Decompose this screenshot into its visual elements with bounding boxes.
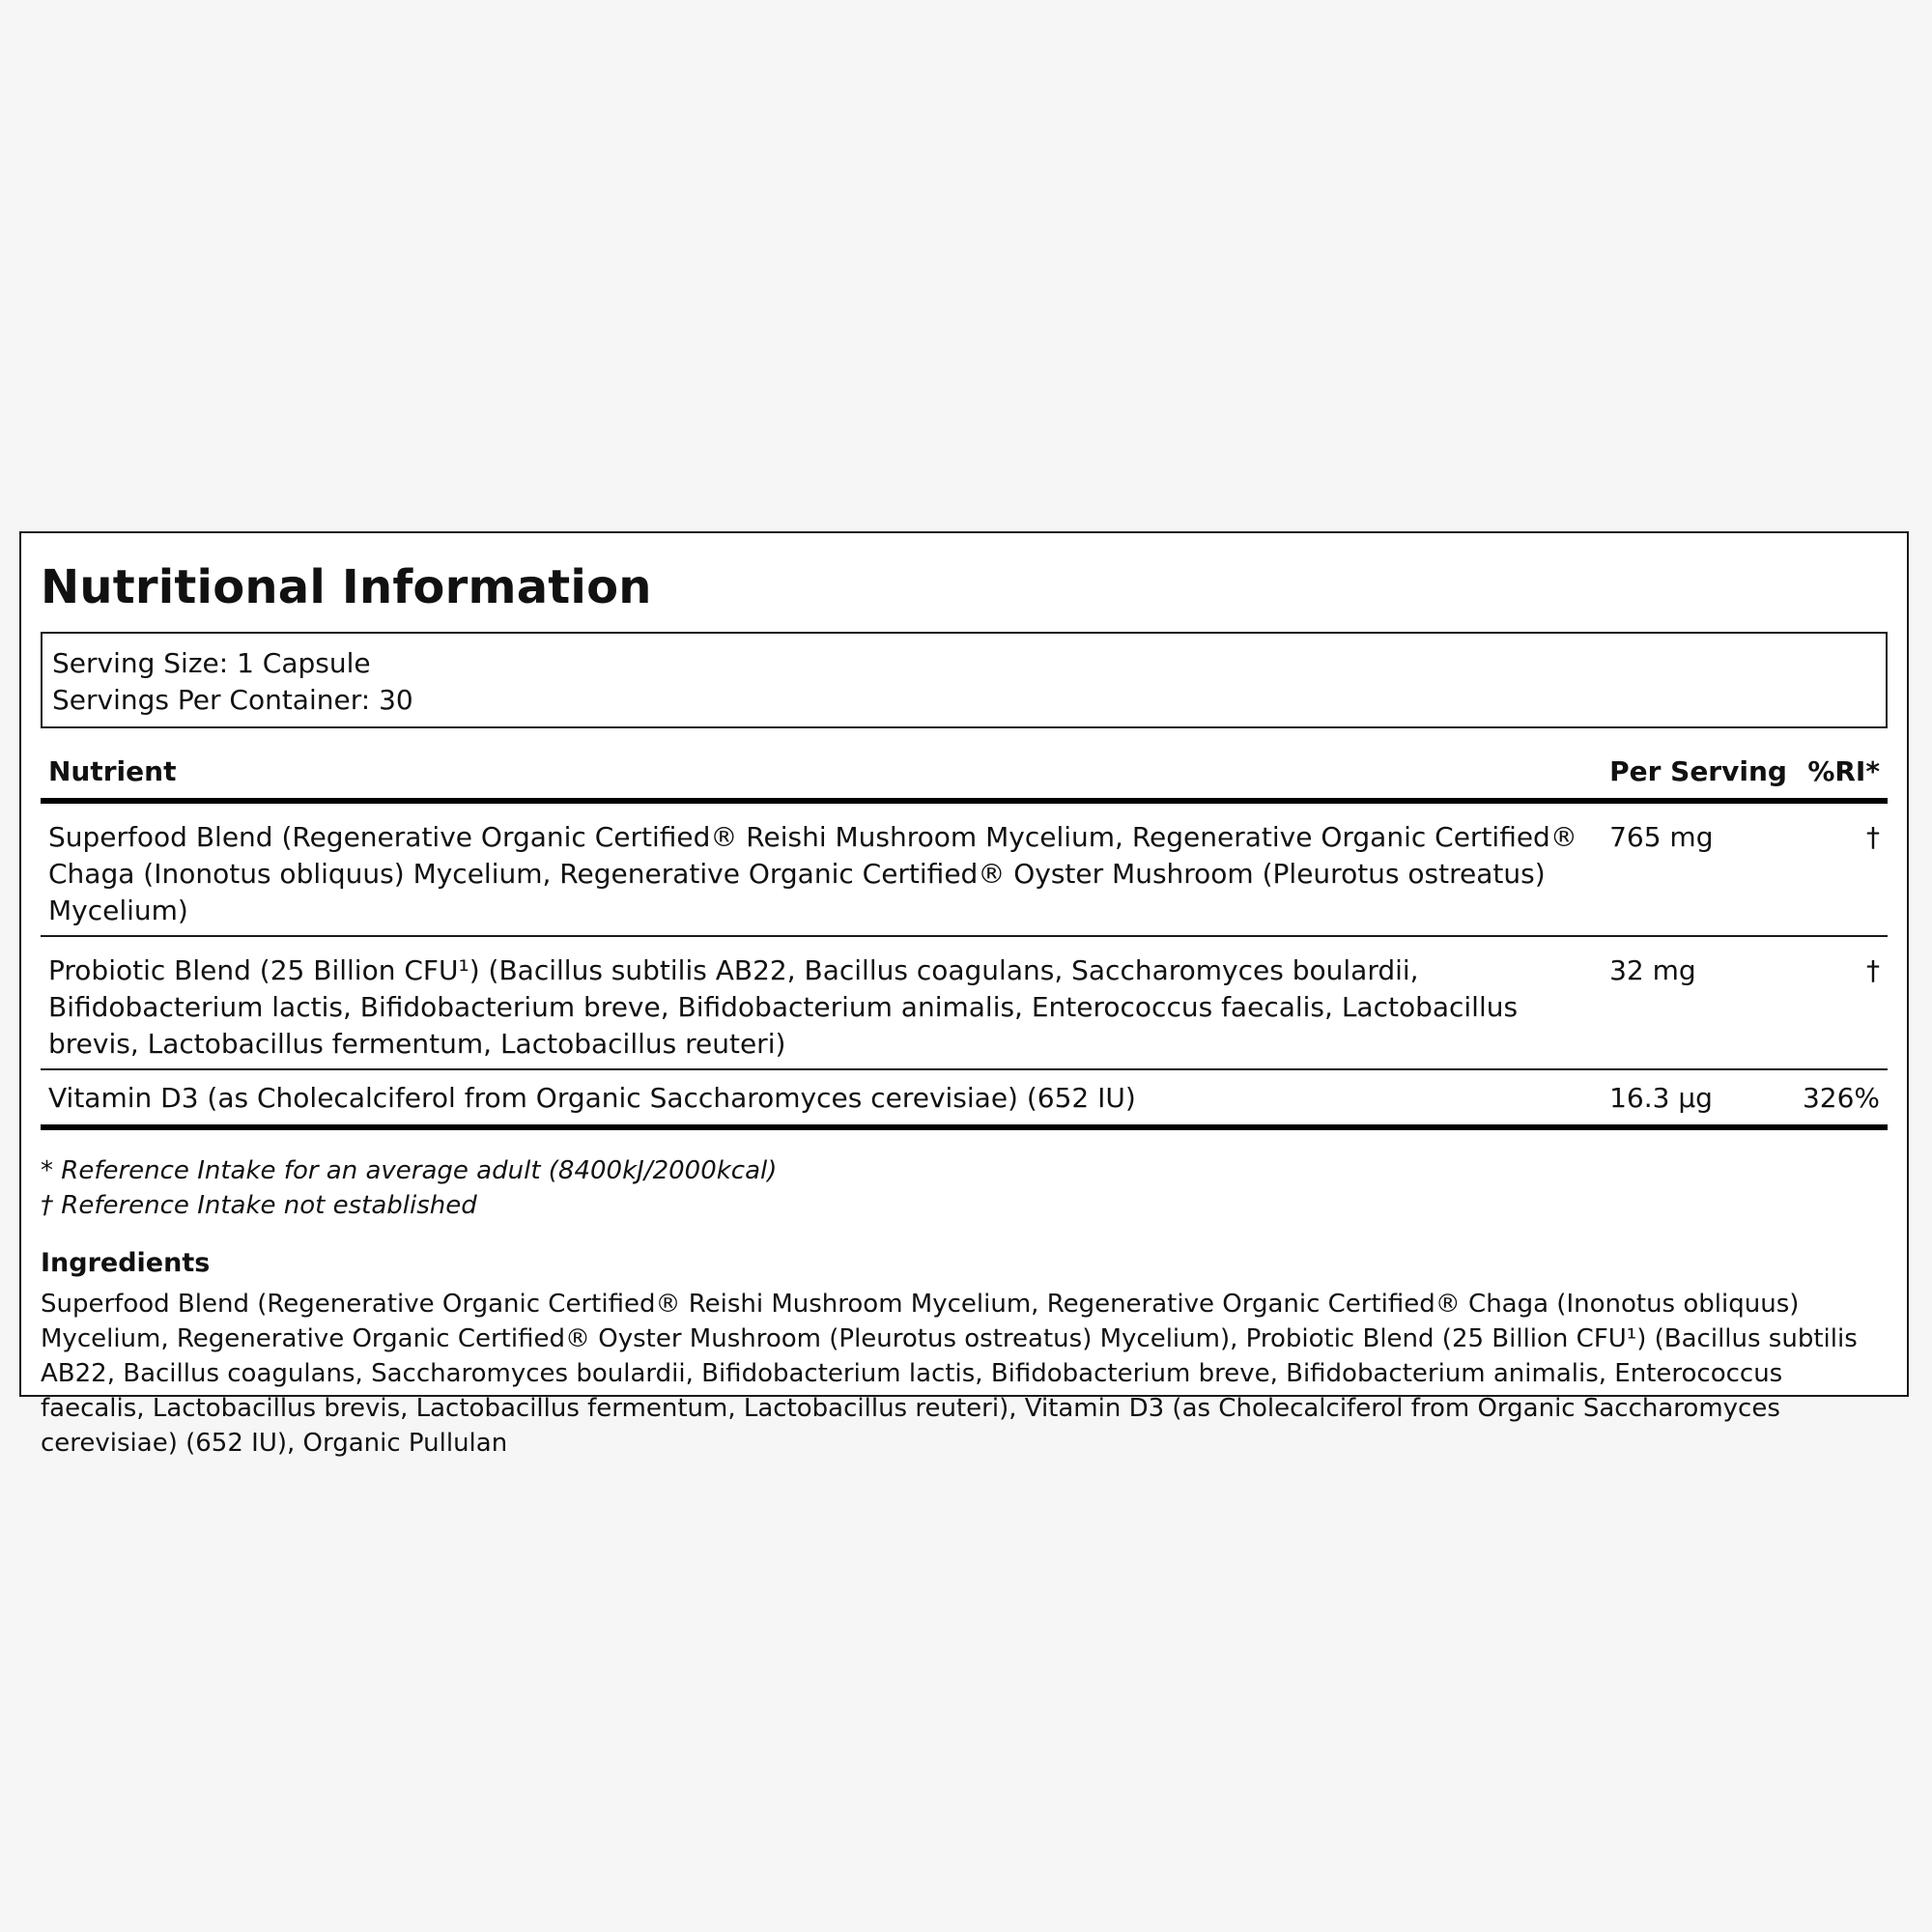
nutrient-amount: 765 mg xyxy=(1602,801,1795,936)
footnote-dagger: † Reference Intake not established xyxy=(41,1191,477,1220)
nutrition-panel xyxy=(19,531,1909,1458)
table-row xyxy=(41,801,1888,936)
servings-per-container: Servings Per Container: 30 xyxy=(52,684,413,716)
nutrient-ri: † xyxy=(1795,801,1888,936)
nutrient-amount: 16.3 µg xyxy=(1602,1069,1795,1127)
page-title: Nutritional Information xyxy=(41,560,652,614)
header-per-serving: Per Serving xyxy=(1602,750,1795,801)
nutrient-ri: 326% xyxy=(1795,1069,1888,1127)
nutrient-amount: 32 mg xyxy=(1602,936,1795,1069)
table-header-row xyxy=(41,750,1888,801)
table-row xyxy=(41,936,1888,1069)
ingredients-heading: Ingredients xyxy=(41,1248,211,1278)
nutrition-table xyxy=(41,750,1888,1130)
footnote-ri: * Reference Intake for an average adult (8400kJ/2000kcal) xyxy=(41,1156,778,1185)
footnotes xyxy=(41,1153,1888,1223)
serving-size: Serving Size: 1 Capsule xyxy=(52,647,371,679)
nutrient-ri: † xyxy=(1795,936,1888,1069)
ingredients-text: Superfood Blend (Regenerative Organic Certified® Reishi Mushroom Mycelium, Regenerative Organic Certified® Chaga (Inonotus obliquus) Mycelium, Regenerative Organic Certified® Oyster Mushroom (Pleurotus ostreatus) Mycelium), Probiotic Blend (25 Billion CFU¹) (Bacillus subtilis AB22, Bacillus coagulans, Saccharomyces boulardii, Bifidobacterium lactis, Bifidobacterium breve, Bifidobacterium animalis, Enterococcus faecalis, Lactobacillus brevis, Lactobacillus fermentum, Lactobacillus reuteri), Vitamin D3 (as Cholecalciferol from Organic Saccharomyces cerevisiae) (652 IU), Organic Pullulan xyxy=(41,1290,1858,1458)
header-nutrient: Nutrient xyxy=(41,750,1602,801)
serving-info-box xyxy=(41,632,1888,728)
nutrient-name: Superfood Blend (Regenerative Organic Certified® Reishi Mushroom Mycelium, Regenerative Organic Certified® Chaga (Inonotus obliquus) Mycelium, Regenerative Organic Certified® Oyster Mushroom (Pleurotus ostreatus) Mycelium) xyxy=(41,801,1602,936)
nutrient-name: Vitamin D3 (as Cholecalciferol from Organic Saccharomyces cerevisiae) (652 IU) xyxy=(41,1069,1602,1127)
table-row xyxy=(41,1069,1888,1127)
nutrient-name: Probiotic Blend (25 Billion CFU¹) (Bacillus subtilis AB22, Bacillus coagulans, Saccharomyces boulardii, Bifidobacterium lactis, Bifidobacterium breve, Bifidobacterium animalis, Enterococcus faecalis, Lactobacillus brevis, Lactobacillus fermentum, Lactobacillus reuteri) xyxy=(41,936,1602,1069)
header-ri: %RI* xyxy=(1795,750,1888,801)
